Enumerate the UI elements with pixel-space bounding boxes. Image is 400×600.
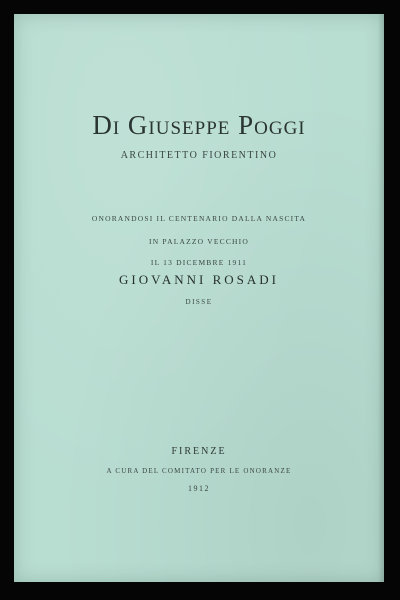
author-name: GIOVANNI ROSADI xyxy=(119,272,279,287)
occasion-line: ONORANDOSI IL CENTENARIO DALLA NASCITA xyxy=(91,214,307,223)
author-role: DISSE xyxy=(185,298,213,306)
cover-subtitle: ARCHITETTO FIORENTINO xyxy=(120,150,278,161)
pamphlet-cover xyxy=(14,14,384,582)
cover-title: Di Giuseppe Poggi xyxy=(92,110,306,140)
date-line: IL 13 DICEMBRE 1911 xyxy=(150,258,248,267)
imprint-city: FIRENZE xyxy=(171,446,227,457)
place-line: IN PALAZZO VECCHIO xyxy=(149,237,249,246)
imprint-year: 1912 xyxy=(188,484,210,493)
imprint-publisher: A CURA DEL COMITATO PER LE ONORANZE xyxy=(106,467,292,475)
